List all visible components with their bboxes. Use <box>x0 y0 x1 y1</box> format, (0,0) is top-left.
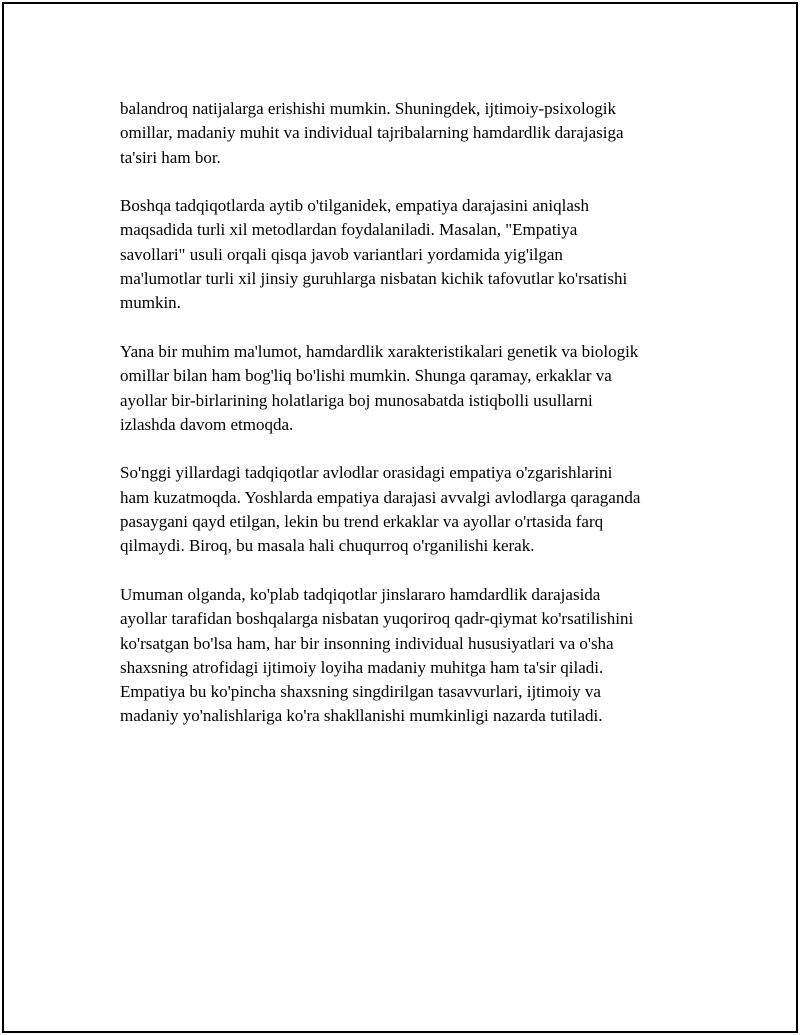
text-line: Umuman olganda, ko'plab tadqiqotlar jinslararo hamdardlik darajasida <box>120 584 601 604</box>
text-line: maqsadida turli xil metodlardan foydalaniladi. Masalan, "Empatiya <box>120 220 578 240</box>
text-line: ta'siri ham bor. <box>120 147 221 167</box>
text-line: savollari" usuli orqali qisqa javob variantlari yordamida yig'ilgan <box>120 244 563 264</box>
text-line: pasaygani qayd etilgan, lekin bu trend erkaklar va ayollar o'rtasida farq <box>120 512 604 532</box>
text-line: izlashda davom etmoqda. <box>120 414 294 434</box>
text-line: mumkin. <box>120 293 181 313</box>
text-line: So'nggi yillardagi tadqiqotlar avlodlar orasidagi empatiya o'zgarishlarini <box>120 463 613 483</box>
text-line: shaxsning atrofidagi ijtimoiy loyiha madaniy muhitga ham ta'sir qiladi. <box>120 657 604 677</box>
text-line: Boshqa tadqiqotlarda aytib o'tilganidek, empatiya darajasini aniqlash <box>120 196 590 216</box>
text-line: qilmaydi. Biroq, bu masala hali chuqurroq o'rganilishi kerak. <box>120 536 535 556</box>
paragraph-5 <box>120 583 700 729</box>
paragraph-4 <box>120 461 700 558</box>
text-line: madaniy yo'nalishlariga ko'ra shakllanishi mumkinligi nazarda tutiladi. <box>120 706 603 726</box>
text-line: ko'rsatgan bo'lsa ham, har bir insonning individual hususiyatlari va o'sha <box>120 633 614 653</box>
text-line: ma'lumotlar turli xil jinsiy guruhlarga nisbatan kichik tafovutlar ko'rsatishi <box>120 269 628 289</box>
document-page <box>2 2 798 1033</box>
text-line: balandroq natijalarga erishishi mumkin. Shuningdek, ijtimoiy-psixologik <box>120 99 616 118</box>
text-line: ayollar bir-birlarining holatlariga boj munosabatda istiqbolli usullarni <box>120 390 593 410</box>
paragraph-2 <box>120 194 700 315</box>
text-line: Yana bir muhim ma'lumot, hamdardlik xarakteristikalari genetik va biologik <box>120 341 639 361</box>
text-line: ayollar tarafidan boshqalarga nisbatan yuqoriroq qadr-qiymat ko'rsatilishini <box>120 609 634 629</box>
text-line: ham kuzatmoqda. Yoshlarda empatiya darajasi avvalgi avlodlarga qaraganda <box>120 487 641 507</box>
paragraph-1 <box>120 97 700 170</box>
document-body <box>120 97 700 753</box>
text-line: omillar bilan ham bog'liq bo'lishi mumkin. Shunga qaramay, erkaklar va <box>120 366 612 386</box>
text-line: omillar, madaniy muhit va individual tajribalarning hamdardlik darajasiga <box>120 123 624 143</box>
paragraph-3 <box>120 340 700 437</box>
text-line: Empatiya bu ko'pincha shaxsning singdirilgan tasavvurlari, ijtimoiy va <box>120 682 601 702</box>
